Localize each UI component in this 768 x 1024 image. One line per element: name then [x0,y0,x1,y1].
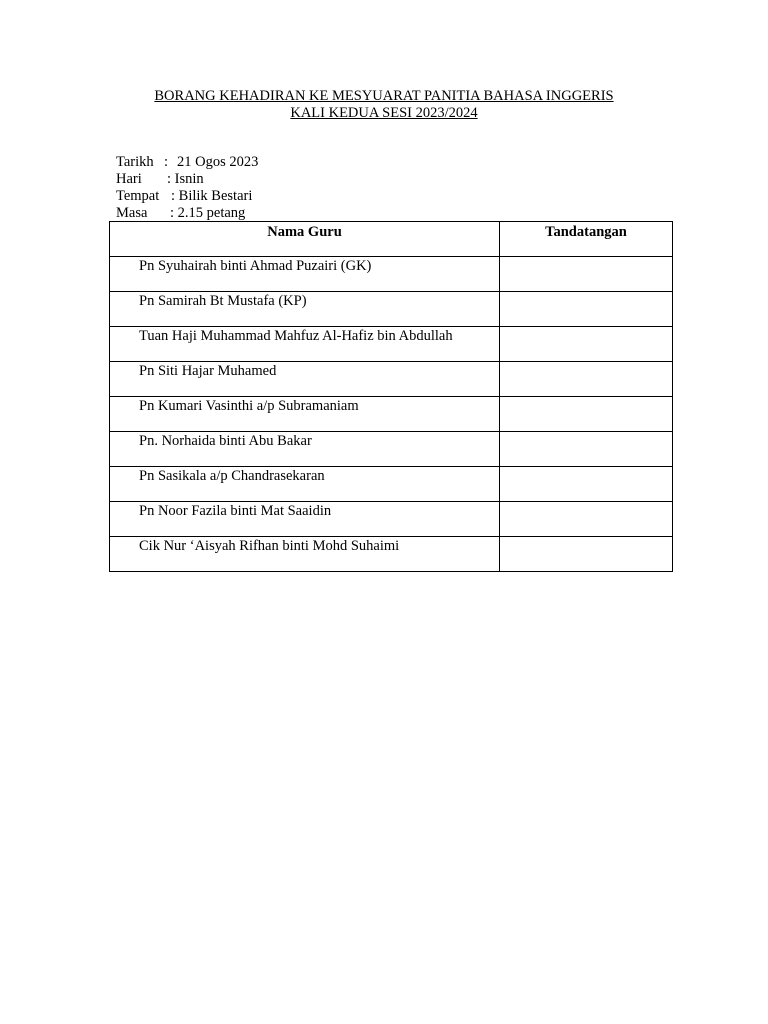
day-value: : Isnin [167,171,204,187]
teacher-name: Pn Sasikala a/p Chandrasekaran [110,467,500,502]
place-value: : Bilik Bestari [171,188,253,204]
teacher-name: Pn Samirah Bt Mustafa (KP) [110,292,500,327]
info-row-time [116,205,258,222]
table-row [110,257,673,292]
signature-cell [500,502,673,537]
table-row [110,467,673,502]
meeting-info [116,154,258,222]
signature-cell [500,327,673,362]
column-header-name: Nama Guru [110,222,500,257]
table-row [110,432,673,467]
column-header-signature: Tandatangan [500,222,673,257]
teacher-name: Pn Siti Hajar Muhamed [110,362,500,397]
teacher-name: Pn Syuhairah binti Ahmad Puzairi (GK) [110,257,500,292]
signature-cell [500,467,673,502]
teacher-name: Pn Noor Fazila binti Mat Saaidin [110,502,500,537]
teacher-name: Pn Kumari Vasinthi a/p Subramaniam [110,397,500,432]
date-value: 21 Ogos 2023 [177,154,259,170]
info-row-day [116,171,258,188]
signature-cell [500,432,673,467]
table-row [110,362,673,397]
place-label: Tempat [116,188,160,204]
table-row [110,502,673,537]
time-value: : 2.15 petang [170,205,246,221]
teacher-name: Pn. Norhaida binti Abu Bakar [110,432,500,467]
date-label: Tarikh [116,154,154,170]
table-header-row [110,222,673,257]
teacher-name: Tuan Haji Muhammad Mahfuz Al-Hafiz bin Abdullah [110,327,500,362]
time-label: Masa [116,205,148,221]
table-row [110,537,673,572]
signature-cell [500,292,673,327]
signature-cell [500,362,673,397]
day-label: Hari [116,171,142,187]
form-title-line-2: KALI KEDUA SESI 2023/2024 [290,105,478,121]
info-row-date [116,154,258,171]
info-row-place [116,188,258,205]
signature-cell [500,537,673,572]
form-title-line-1: BORANG KEHADIRAN KE MESYUARAT PANITIA BAHASA INGGERIS [154,88,614,104]
signature-cell [500,397,673,432]
table-row [110,327,673,362]
teacher-name: Cik Nur ‘Aisyah Rifhan binti Mohd Suhaimi [110,537,500,572]
signature-cell [500,257,673,292]
attendance-table [109,221,673,572]
table-row [110,397,673,432]
date-separator: : [164,154,169,170]
table-row [110,292,673,327]
